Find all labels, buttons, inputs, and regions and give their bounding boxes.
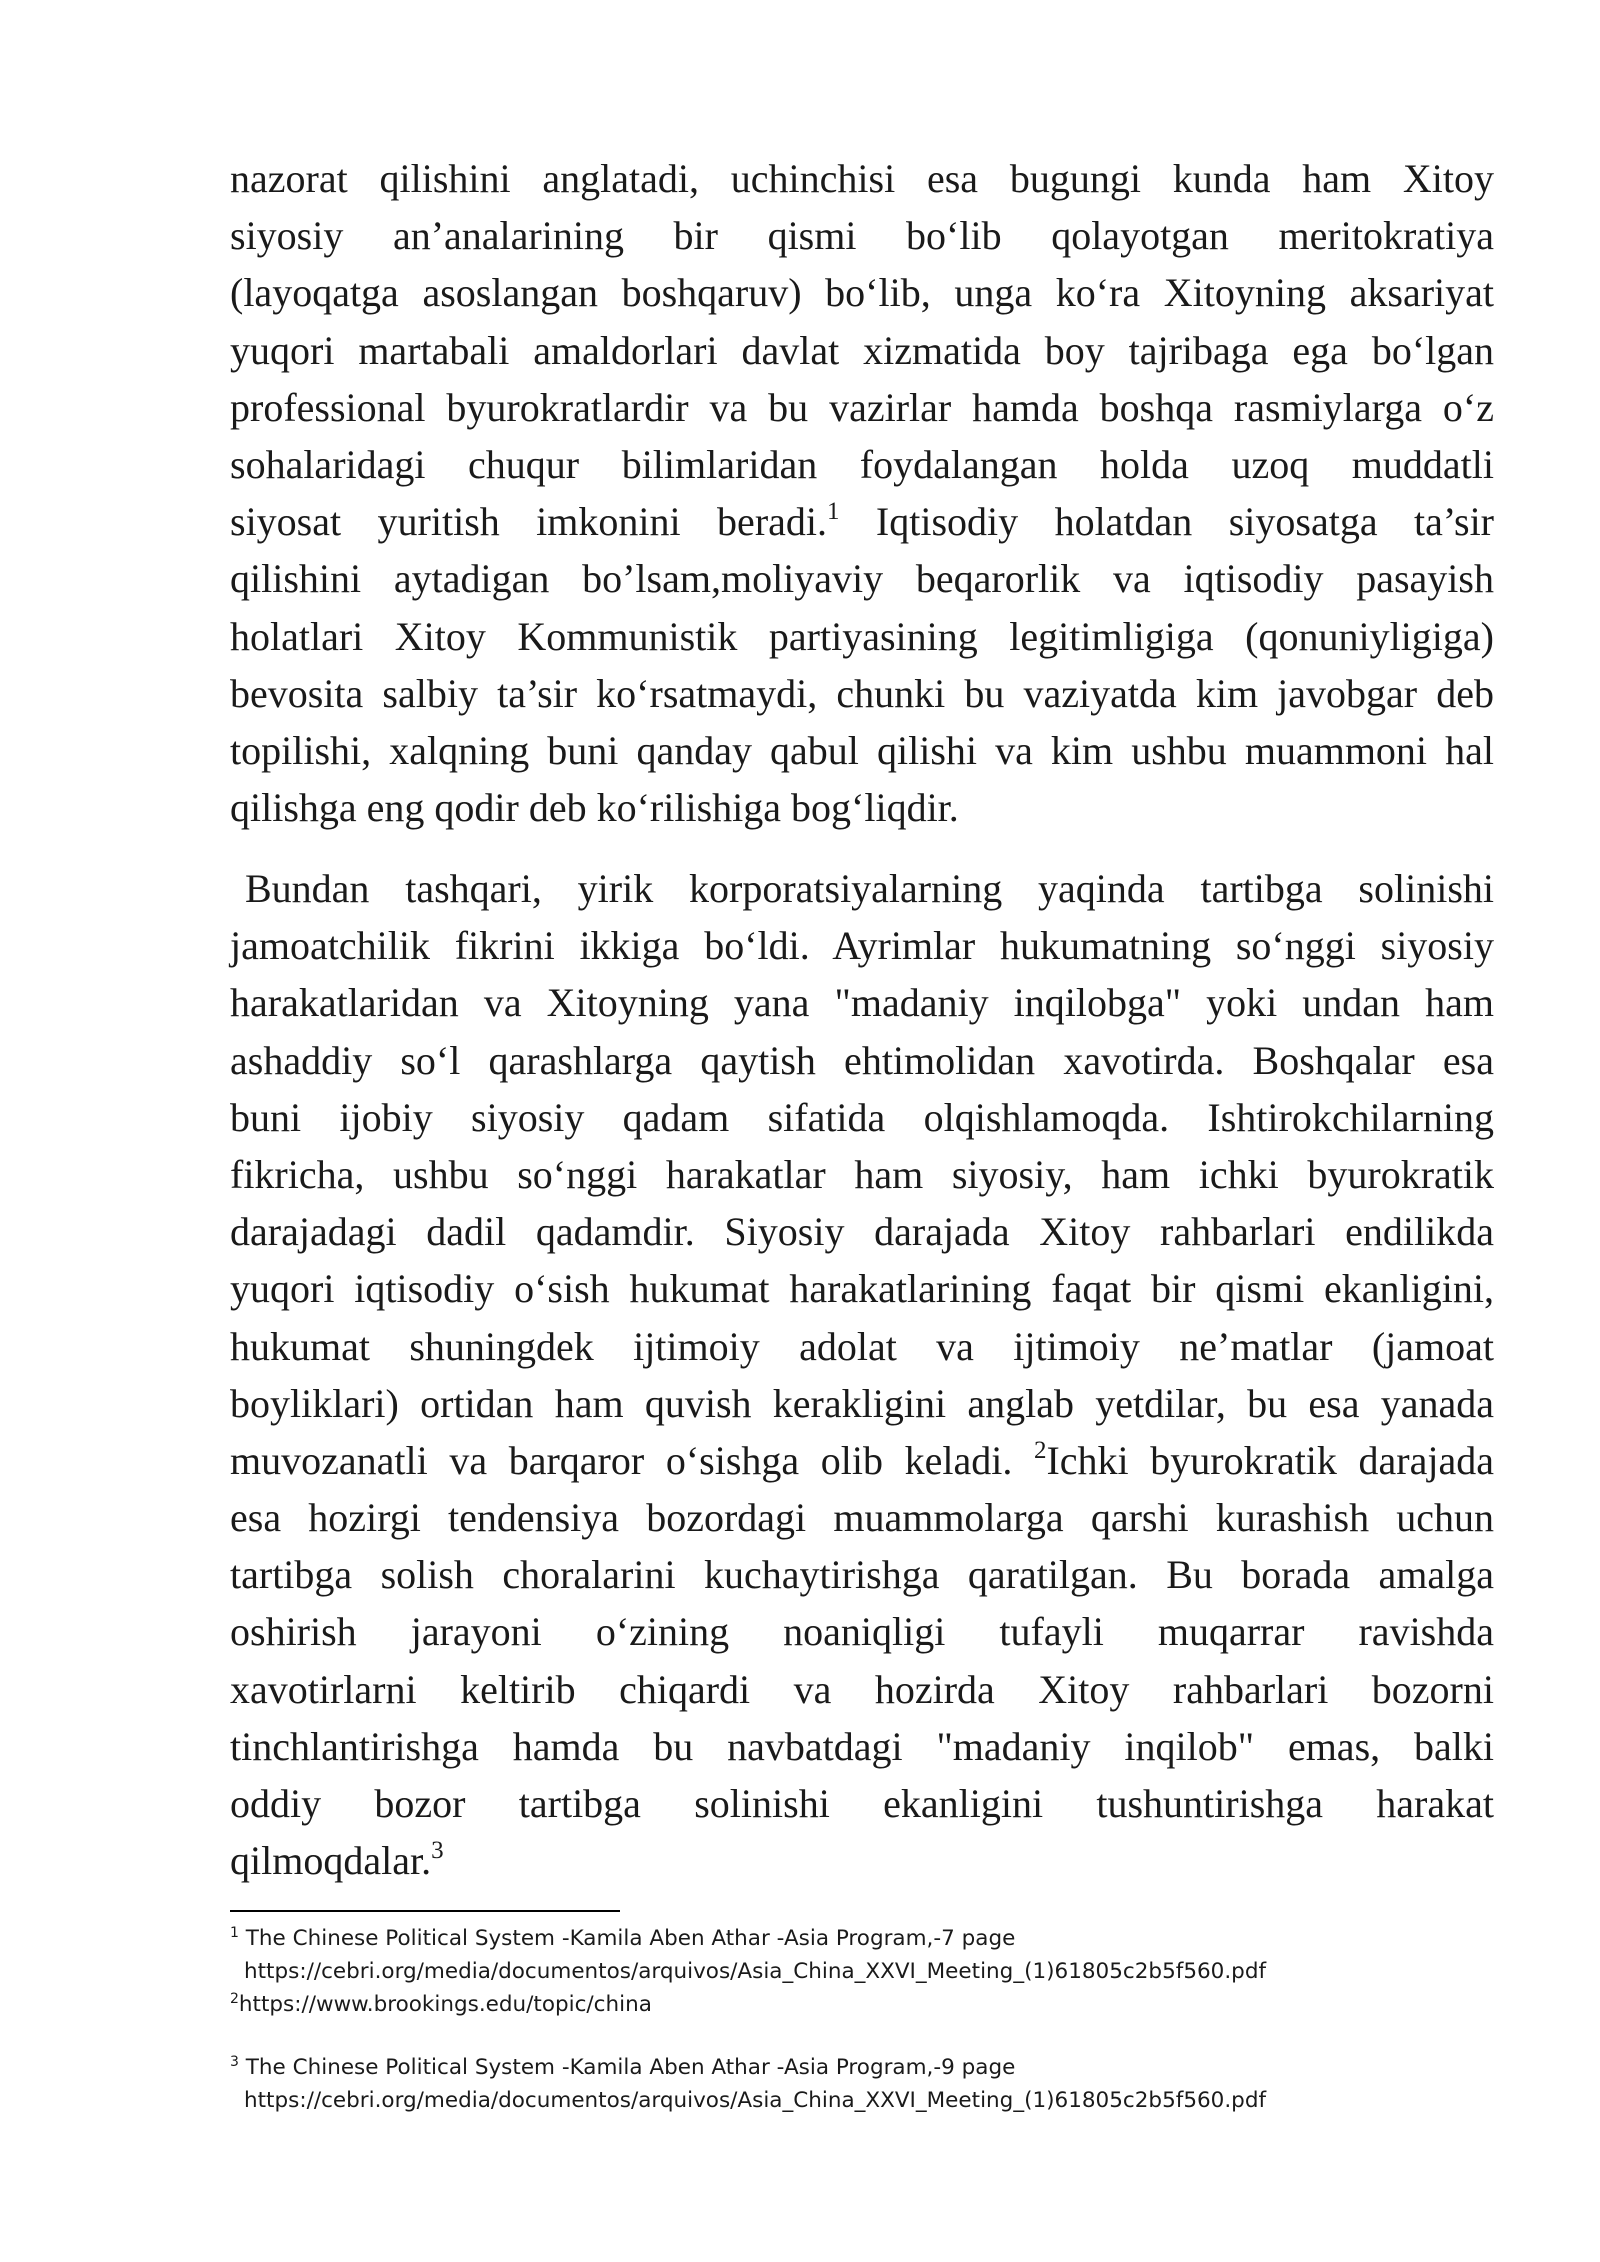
paragraph-line: jamoatchilik fikrini ikkiga bo‘ldi. Ayrimlar hukumatning so‘nggi siyosiy — [230, 923, 1494, 969]
paragraph-line: tartibga solish choralarini kuchaytirishga qaratilgan. Bu borada amalga — [230, 1552, 1494, 1598]
footnote-3 — [230, 2051, 1530, 2084]
footnote-mark: 1 — [230, 1925, 239, 1941]
footnote-text: The Chinese Political System -Kamila Aben Athar -Asia Program,-7 page — [238, 1926, 1016, 1951]
footnotes-area — [230, 1922, 1530, 2117]
footnote-text: The Chinese Political System -Kamila Aben Athar -Asia Program,-9 page — [238, 2055, 1016, 2080]
footnote-1-link[interactable]: https://cebri.org/media/documentos/arquivos/Asia_China_XXVI_Meeting_(1)61805c2b5f560.pdf — [244, 1959, 1267, 1984]
footnote-2 — [230, 1988, 1530, 2021]
paragraph-line: bevosita salbiy ta’sir ko‘rsatmaydi, chunki bu vaziyatda kim javobgar deb — [230, 670, 1494, 716]
paragraph-line: darajadagi dadil qadamdir. Siyosiy darajada Xitoy rahbarlari endilikda — [230, 1209, 1494, 1255]
paragraph-line: qilishga eng qodir deb ko‘rilishiga bog‘liqdir. — [230, 785, 959, 831]
paragraph-line: nazorat qilishini anglatadi, uchinchisi esa bugungi kunda ham Xitoy — [230, 156, 1494, 201]
paragraph-line: yuqori martabali amaldorlari davlat xizmatida boy tajribaga ega bo‘lgan — [230, 327, 1494, 373]
paragraph-line: xavotirlarni keltirib chiqardi va hozirda Xitoy rahbarlari bozorni — [230, 1666, 1494, 1712]
body-paragraph-2 — [230, 860, 1494, 1889]
footnote-mark: 2 — [230, 1991, 239, 2007]
paragraph-line: hukumat shuningdek ijtimoiy adolat va ijtimoiy ne’matlar (jamoat — [230, 1323, 1494, 1369]
paragraph-line: ashaddiy so‘l qarashlarga qaytish ehtimolidan xavotirda. Boshqalar esa — [230, 1037, 1494, 1083]
footnote-separator — [230, 1910, 620, 1912]
footnote-3-link[interactable]: https://cebri.org/media/documentos/arquivos/Asia_China_XXVI_Meeting_(1)61805c2b5f560.pdf — [244, 2088, 1267, 2113]
line-text: qilmoqdalar. — [230, 1838, 432, 1884]
line-text: siyosat yuritish imkonini beradi. — [230, 499, 827, 545]
paragraph-line: oddiy bozor tartibga solinishi ekanligini tushuntirishga harakat — [230, 1781, 1494, 1826]
paragraph-line: oshirish jarayoni o‘zining noaniqligi tufayli muqarrar ravishda — [230, 1609, 1494, 1655]
footnote-reference-1[interactable]: 1 — [827, 498, 840, 526]
paragraph-line: sohalaridagi chuqur bilimlaridan foydalangan holda uzoq muddatli — [230, 441, 1494, 487]
line-text: muvozanatli va barqaror o‘sishga olib keladi. — [230, 1437, 1034, 1483]
body-paragraph-1 — [230, 150, 1494, 836]
paragraph-line: (layoqatga asoslangan boshqaruv) bo‘lib, unga ko‘ra Xitoyning aksariyat — [230, 270, 1494, 316]
paragraph-line: fikricha, ushbu so‘nggi harakatlar ham siyosiy, ham ichki byurokratik — [230, 1151, 1494, 1197]
paragraph-line: siyosiy an’analarining bir qismi bo‘lib qolayotgan meritokratiya — [230, 213, 1494, 259]
paragraph-line — [230, 1832, 1494, 1889]
line-text: Iqtisodiy holatdan siyosatga ta’sir — [839, 499, 1494, 545]
paragraph-line — [230, 493, 1494, 550]
paragraph-line: boyliklari) ortidan ham quvish kerakligini anglab yetdilar, bu esa yanada — [230, 1380, 1494, 1426]
paragraph-line: holatlari Xitoy Kommunistik partiyasining legitimligiga (qonuniyligiga) — [230, 613, 1494, 659]
paragraph-line: qilishini aytadigan bo’lsam,moliyaviy beqarorlik va iqtisodiy pasayish — [230, 556, 1494, 602]
paragraph-line: tinchlantirishga hamda bu navbatdagi "madaniy inqilob" emas, balki — [230, 1723, 1494, 1769]
paragraph-line: professional byurokratlardir va bu vazirlar hamda boshqa rasmiylarga o‘z — [230, 384, 1494, 430]
footnote-1 — [230, 1922, 1530, 1955]
footnote-reference-3[interactable]: 3 — [431, 1837, 444, 1865]
footnote-mark: 3 — [230, 2054, 239, 2070]
paragraph-line: Bundan tashqari, yirik korporatsiyalarning yaqinda tartibga solinishi — [245, 866, 1494, 911]
paragraph-line: buni ijobiy siyosiy qadam sifatida olqishlamoqda. Ishtirokchilarning — [230, 1094, 1494, 1140]
footnote-spacer — [230, 2021, 1530, 2051]
footnote-2-link[interactable]: https://www.brookings.edu/topic/china — [238, 1992, 652, 2017]
paragraph-line: yuqori iqtisodiy o‘sish hukumat harakatlarining faqat bir qismi ekanligini, — [230, 1266, 1494, 1312]
paragraph-line — [230, 1432, 1494, 1489]
paragraph-line: harakatlaridan va Xitoyning yana "madaniy inqilobga" yoki undan ham — [230, 980, 1494, 1026]
footnote-reference-2[interactable]: 2 — [1033, 1436, 1047, 1464]
paragraph-line: esa hozirgi tendensiya bozordagi muammolarga qarshi kurashish uchun — [230, 1495, 1494, 1541]
paragraph-line: topilishi, xalqning buni qanday qabul qilishi va kim ushbu muammoni hal — [230, 727, 1494, 773]
line-text: Ichki byurokratik darajada — [1046, 1437, 1494, 1483]
